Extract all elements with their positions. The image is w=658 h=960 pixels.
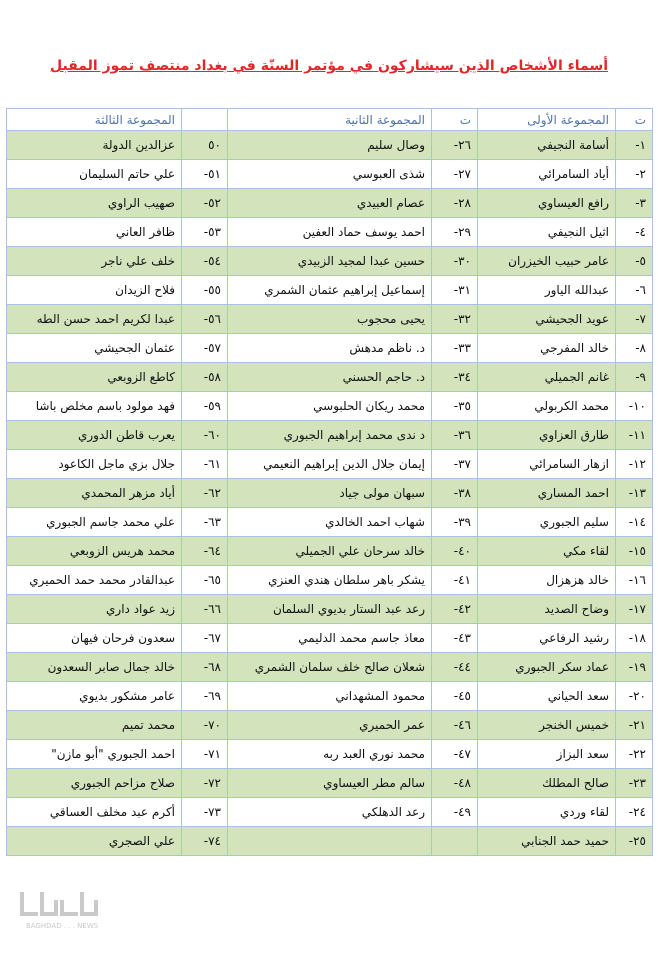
group-1-name: سعد الحياني [478, 682, 616, 711]
number-2: ٣٩- [432, 508, 478, 537]
group-2-name: محمود المشهداني [228, 682, 432, 711]
number-3: ٥٧- [182, 334, 228, 363]
group-3-name: ظافر العاني [7, 218, 182, 247]
group-2-name: رعد الدهلكي [228, 798, 432, 827]
number-1: ٧- [616, 305, 653, 334]
number-1: ١- [616, 131, 653, 160]
number-1: ٢١- [616, 711, 653, 740]
group-3-name: فهد مولود باسم مخلص باشا [7, 392, 182, 421]
table-row [7, 711, 653, 740]
group-2-name: محمد ريكان الحلبوسي [228, 392, 432, 421]
number-1: ١٠- [616, 392, 653, 421]
table-row [7, 392, 653, 421]
group-1-name: طارق العزاوي [478, 421, 616, 450]
number-3: ٧١- [182, 740, 228, 769]
table-row [7, 682, 653, 711]
group-2-name: د. حاجم الحسني [228, 363, 432, 392]
number-3: ٦٩- [182, 682, 228, 711]
number-2: ٤١- [432, 566, 478, 595]
number-3: ٥٦- [182, 305, 228, 334]
group-3-name: عبدالقادر محمد حمد الحميري [7, 566, 182, 595]
number-2: ٤٥- [432, 682, 478, 711]
number-3: ٥٠ [182, 131, 228, 160]
number-2: ٣٧- [432, 450, 478, 479]
header-number-1: ت [616, 109, 653, 131]
table-row [7, 595, 653, 624]
table-row [7, 566, 653, 595]
number-2: ٤٦- [432, 711, 478, 740]
group-3-name: جلال بزي ماجل الكاعود [7, 450, 182, 479]
table-row [7, 624, 653, 653]
number-3: ٥١- [182, 160, 228, 189]
group-1-name: ازهار السامرائي [478, 450, 616, 479]
participants-table [6, 108, 653, 856]
number-2: ٢٩- [432, 218, 478, 247]
number-3: ٧٤- [182, 827, 228, 856]
group-1-name: عامر حبيب الخيزران [478, 247, 616, 276]
group-3-name: صهيب الراوي [7, 189, 182, 218]
number-1: ١٦- [616, 566, 653, 595]
number-3: ٦٣- [182, 508, 228, 537]
group-3-name: محمد تميم [7, 711, 182, 740]
table-row [7, 798, 653, 827]
group-2-name: عمر الحميري [228, 711, 432, 740]
number-2: ٣١- [432, 276, 478, 305]
group-2-name: د ندى محمد إبراهيم الجبوري [228, 421, 432, 450]
group-1-name: وضاح الصديد [478, 595, 616, 624]
table-row [7, 827, 653, 856]
header-group-2: المجموعة الثانية [228, 109, 432, 131]
group-1-name: حميد حمد الجنابي [478, 827, 616, 856]
number-1: ١٩- [616, 653, 653, 682]
table-row [7, 479, 653, 508]
number-1: ٢- [616, 160, 653, 189]
number-3: ٦٨- [182, 653, 228, 682]
number-1: ٢٢- [616, 740, 653, 769]
group-2-name: معاذ جاسم محمد الدليمي [228, 624, 432, 653]
number-1: ١٤- [616, 508, 653, 537]
table-row [7, 276, 653, 305]
group-2-name: عصام العبيدي [228, 189, 432, 218]
group-1-name: خالد هزهزال [478, 566, 616, 595]
group-2-name: خالد سرحان علي الجميلي [228, 537, 432, 566]
number-3: ٧٢- [182, 769, 228, 798]
group-3-name: علي محمد جاسم الجبوري [7, 508, 182, 537]
header-number-2: ت [432, 109, 478, 131]
number-1: ٢٠- [616, 682, 653, 711]
table-row [7, 305, 653, 334]
number-2 [432, 827, 478, 856]
number-3: ٦٠- [182, 421, 228, 450]
table-body [7, 131, 653, 856]
number-1: ٢٣- [616, 769, 653, 798]
number-1: ١١- [616, 421, 653, 450]
group-1-name: لقاء وردي [478, 798, 616, 827]
page-title: أسماء الأشخاص الذين سيشاركون في مؤتمر السنّة في بغداد منتصف تموز المقبل [49, 58, 609, 74]
number-3: ٥٨- [182, 363, 228, 392]
group-2-name: د. ناظم مدهش [228, 334, 432, 363]
number-3: ٦٥- [182, 566, 228, 595]
table-row [7, 363, 653, 392]
group-1-name: رافع العيساوي [478, 189, 616, 218]
number-1: ٢٥- [616, 827, 653, 856]
group-3-name: خلف علي ناجر [7, 247, 182, 276]
number-1: ٢٤- [616, 798, 653, 827]
number-2: ٣٠- [432, 247, 478, 276]
number-1: ٣- [616, 189, 653, 218]
number-2: ٣٢- [432, 305, 478, 334]
number-2: ٢٨- [432, 189, 478, 218]
group-1-name: خميس الخنجر [478, 711, 616, 740]
group-3-name: علي الصجري [7, 827, 182, 856]
group-2-name: احمد يوسف حماد العفين [228, 218, 432, 247]
number-2: ٣٦- [432, 421, 478, 450]
group-2-name: سالم مطر العيساوي [228, 769, 432, 798]
number-2: ٤٠- [432, 537, 478, 566]
group-2-name: يحيى محجوب [228, 305, 432, 334]
group-3-name: سعدون فرحان فيهان [7, 624, 182, 653]
number-1: ٨- [616, 334, 653, 363]
number-2: ٣٣- [432, 334, 478, 363]
group-2-name: شهاب احمد الخالدي [228, 508, 432, 537]
table-row [7, 653, 653, 682]
group-3-name: أكرم عبد مخلف العساقي [7, 798, 182, 827]
table-row [7, 421, 653, 450]
group-3-name: عبدا لكريم احمد حسن الطه [7, 305, 182, 334]
number-3: ٥٤- [182, 247, 228, 276]
number-1: ١٨- [616, 624, 653, 653]
group-3-name: احمد الجبوري "أبو مازن" [7, 740, 182, 769]
group-3-name: محمد هريس الزوبعي [7, 537, 182, 566]
number-1: ٥- [616, 247, 653, 276]
header-group-3: المجموعة الثالثة [7, 109, 182, 131]
number-3: ٦٢- [182, 479, 228, 508]
number-3: ٦٤- [182, 537, 228, 566]
group-3-name: عثمان الجحيشي [7, 334, 182, 363]
group-1-name: خالد المفرجي [478, 334, 616, 363]
table-row [7, 769, 653, 798]
group-1-name: أسامة النجيفي [478, 131, 616, 160]
group-1-name: رشيد الرفاعي [478, 624, 616, 653]
number-3: ٥٥- [182, 276, 228, 305]
number-3: ٥٢- [182, 189, 228, 218]
group-1-name: احمد المساري [478, 479, 616, 508]
group-3-name: فلاح الزيدان [7, 276, 182, 305]
number-2: ٤٣- [432, 624, 478, 653]
group-1-name: اثيل النجيفي [478, 218, 616, 247]
header-group-1: المجموعة الأولى [478, 109, 616, 131]
group-3-name: كاطع الزوبعي [7, 363, 182, 392]
table-row [7, 740, 653, 769]
number-2: ٢٧- [432, 160, 478, 189]
group-3-name: يعرب قاطن الدوري [7, 421, 182, 450]
number-1: ١٥- [616, 537, 653, 566]
number-2: ٤٩- [432, 798, 478, 827]
group-3-name: عزالدين الدولة [7, 131, 182, 160]
table-row [7, 247, 653, 276]
group-2-name: يشكر باهر سلطان هندي العنزي [228, 566, 432, 595]
number-3: ٦١- [182, 450, 228, 479]
group-1-name: عبدالله الياور [478, 276, 616, 305]
baghdad-news-logo [14, 884, 104, 934]
header-number-3 [182, 109, 228, 131]
group-2-name: وصال سليم [228, 131, 432, 160]
group-1-name: صالح المطلك [478, 769, 616, 798]
number-3: ٥٩- [182, 392, 228, 421]
group-1-name: محمد الكربولي [478, 392, 616, 421]
group-1-name: لقاء مكي [478, 537, 616, 566]
number-1: ١٢- [616, 450, 653, 479]
number-1: ١٣- [616, 479, 653, 508]
group-2-name: إيمان جلال الدين إبراهيم النعيمي [228, 450, 432, 479]
number-3: ٧٣- [182, 798, 228, 827]
group-3-name: عامر مشكور بديوي [7, 682, 182, 711]
group-1-name: عويد الجحيشي [478, 305, 616, 334]
table-row [7, 131, 653, 160]
number-2: ٣٤- [432, 363, 478, 392]
group-2-name: رعد عبد الستار بديوي السلمان [228, 595, 432, 624]
group-1-name: أياد السامرائي [478, 160, 616, 189]
group-1-name: سليم الجبوري [478, 508, 616, 537]
number-1: ١٧- [616, 595, 653, 624]
number-2: ٤٨- [432, 769, 478, 798]
table-row [7, 508, 653, 537]
group-2-name: محمد نوري العبد ربه [228, 740, 432, 769]
number-1: ٩- [616, 363, 653, 392]
table-row [7, 334, 653, 363]
group-2-name: إسماعيل إبراهيم عثمان الشمري [228, 276, 432, 305]
number-2: ٣٥- [432, 392, 478, 421]
number-2: ٤٢- [432, 595, 478, 624]
group-2-name: شذى العبوسي [228, 160, 432, 189]
number-2: ٣٨- [432, 479, 478, 508]
group-3-name: أياد مزهر المحمدي [7, 479, 182, 508]
table-row [7, 189, 653, 218]
group-3-name: خالد جمال صابر السعدون [7, 653, 182, 682]
number-1: ٦- [616, 276, 653, 305]
group-3-name: صلاح مزاحم الجبوري [7, 769, 182, 798]
number-3: ٦٦- [182, 595, 228, 624]
number-2: ٤٧- [432, 740, 478, 769]
group-2-name: سبهان مولى جياد [228, 479, 432, 508]
number-3: ٥٣- [182, 218, 228, 247]
group-3-name: علي حاتم السليمان [7, 160, 182, 189]
group-1-name: غانم الجميلي [478, 363, 616, 392]
number-2: ٤٤- [432, 653, 478, 682]
table-row [7, 450, 653, 479]
number-3: ٦٧- [182, 624, 228, 653]
table-header-row [7, 109, 653, 131]
group-2-name: حسين عبدا لمجيد الزبيدي [228, 247, 432, 276]
group-2-name: شعلان صالح خلف سلمان الشمري [228, 653, 432, 682]
group-3-name: زيد عواد داري [7, 595, 182, 624]
group-1-name: سعد البزاز [478, 740, 616, 769]
logo-subtitle: BAGHDAD . . . NEWS [26, 922, 99, 930]
table-row [7, 160, 653, 189]
table-row [7, 218, 653, 247]
table-row [7, 537, 653, 566]
number-1: ٤- [616, 218, 653, 247]
number-3: ٧٠- [182, 711, 228, 740]
number-2: ٢٦- [432, 131, 478, 160]
group-1-name: عماد سكر الجبوري [478, 653, 616, 682]
group-2-name [228, 827, 432, 856]
